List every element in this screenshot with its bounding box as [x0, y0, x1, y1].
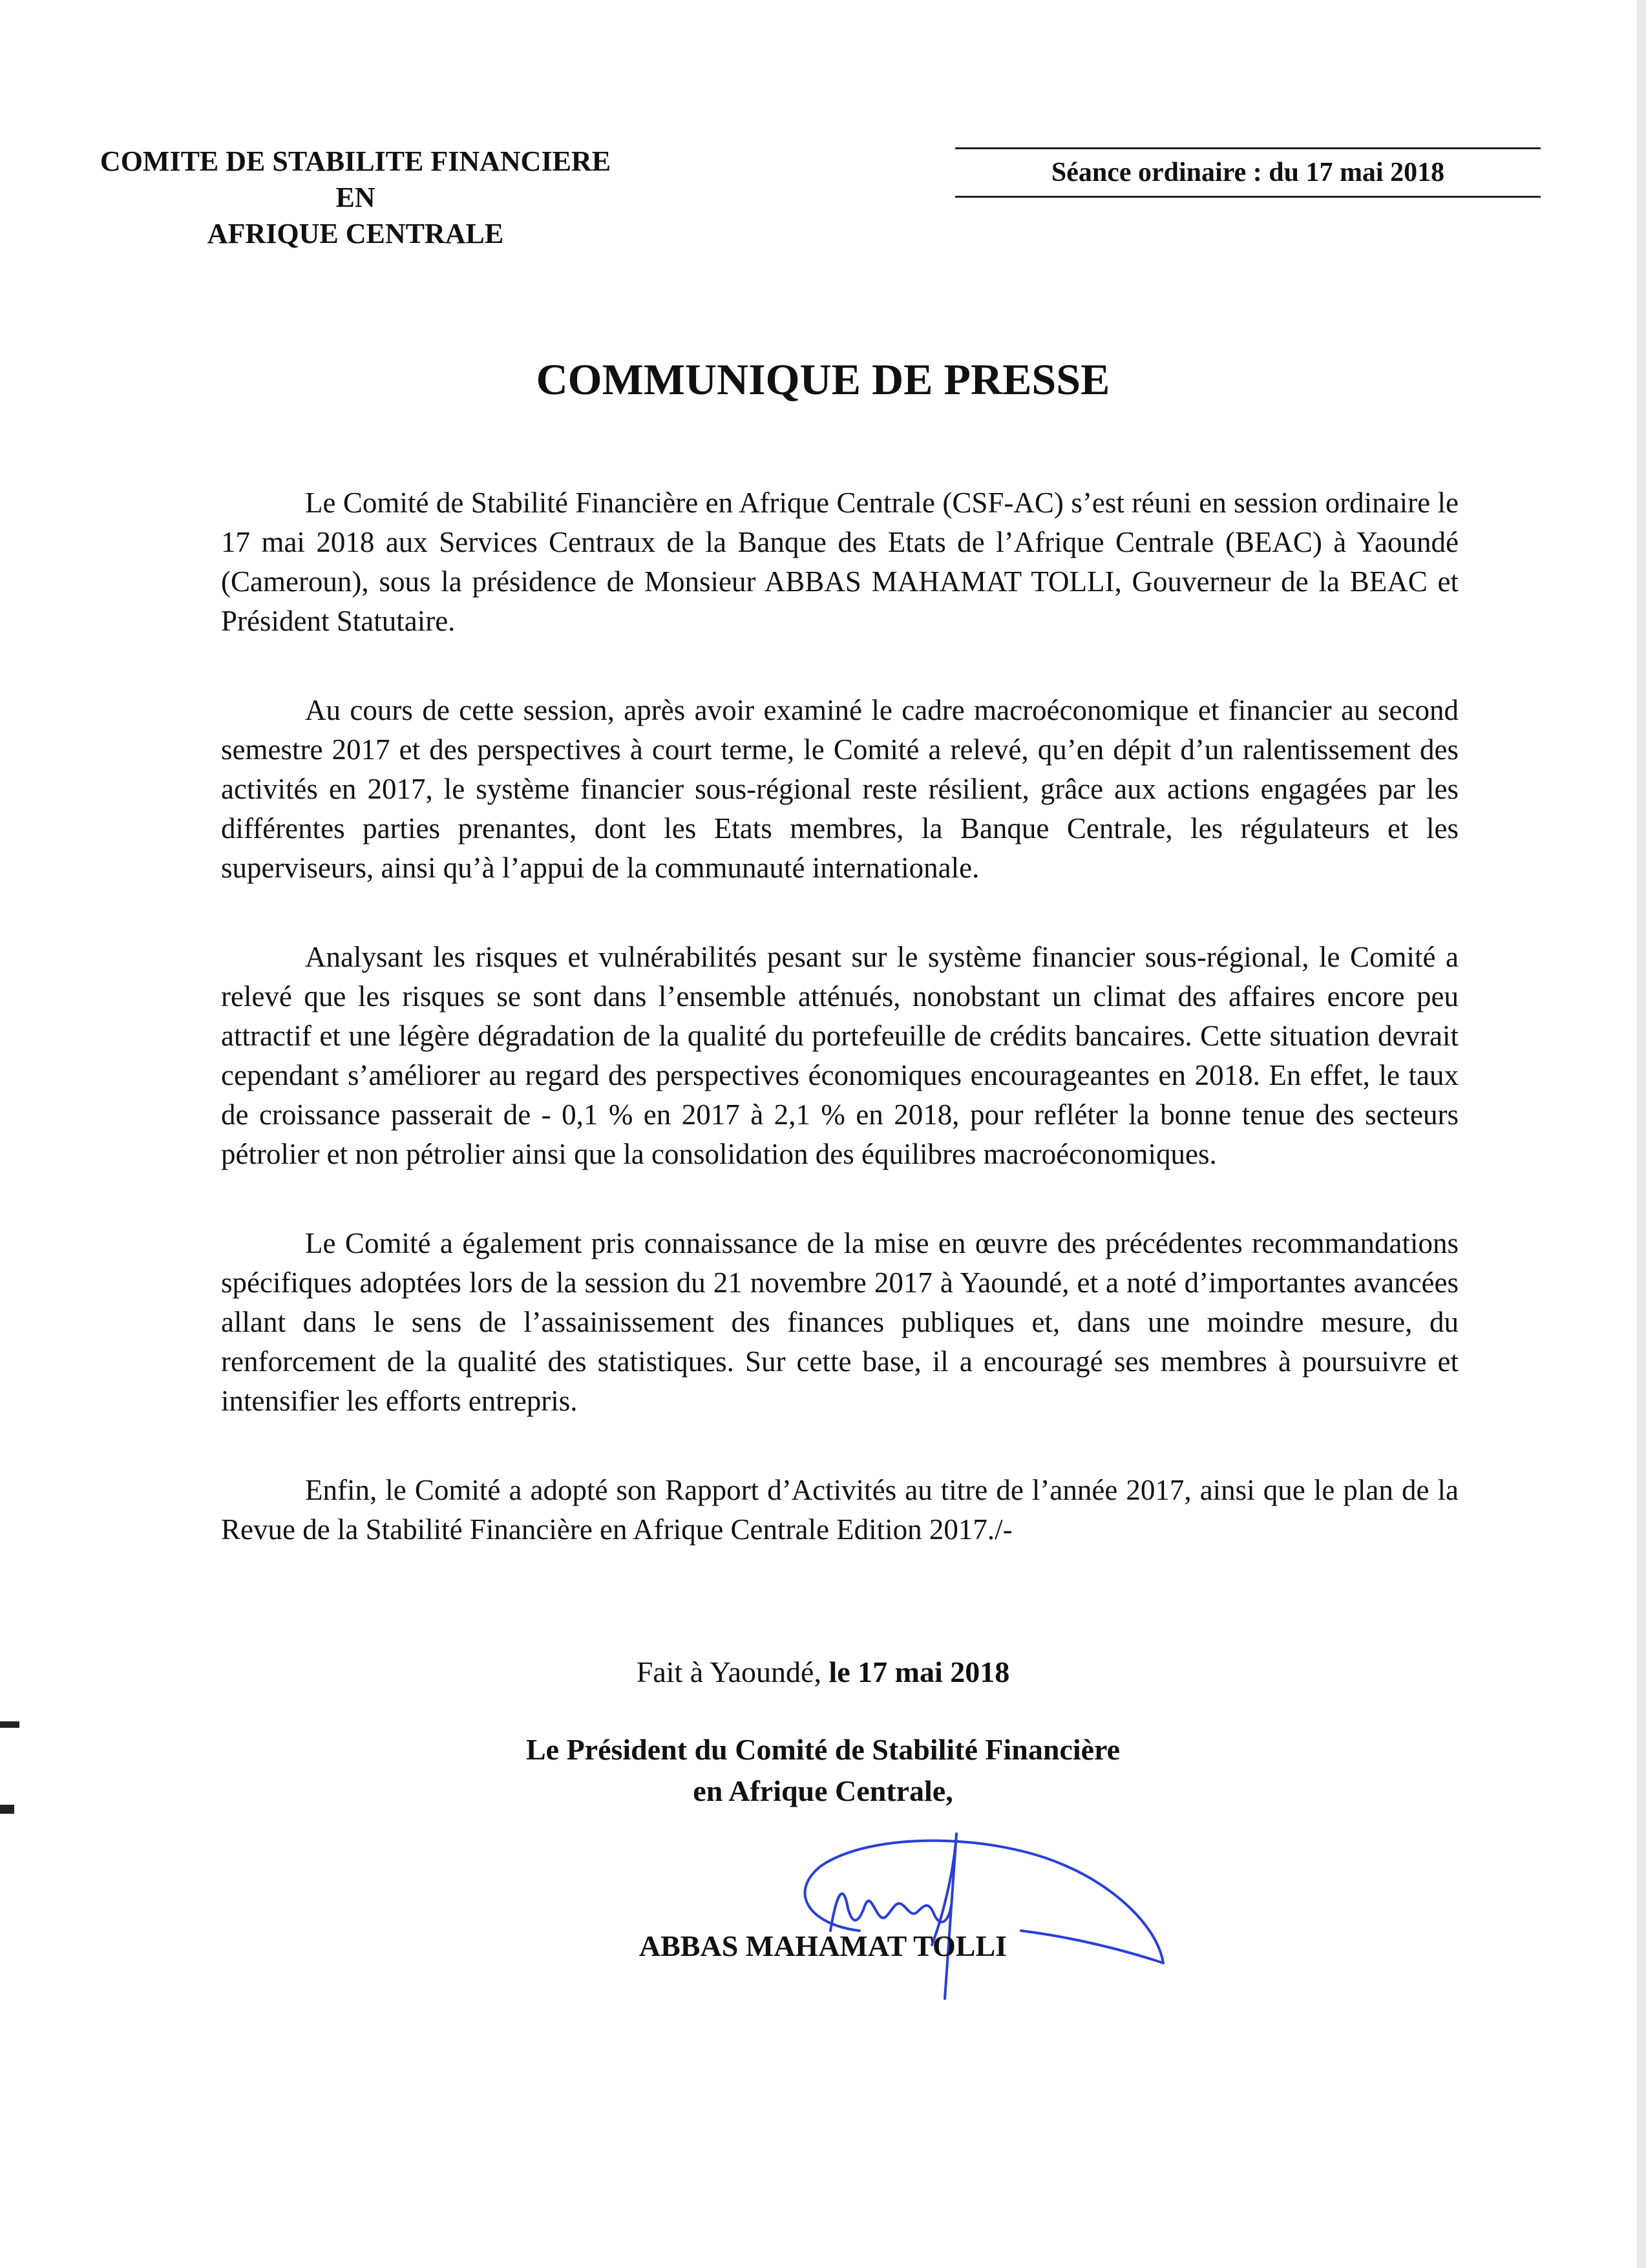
organization-line: AFRIQUE CENTRALE [207, 218, 504, 249]
body-paragraph: Le Comité a également pris connaissance de la mise en œuvre des précédentes recommandations spécifiques adoptées lors de la session du 21 novembre 2017 à Yaoundé, et a noté d’importantes avancées allant dans le sens de l’assainissement des finances publiques et, dans une moindre mesure, du renforcement de la qualité des statistiques. Sur cette base, il a encouragé ses membres à poursuivre et intensifier les efforts entrepris. [221, 1227, 1459, 1417]
organization-line: EN [335, 182, 375, 213]
body-paragraph: Enfin, le Comité a adopté son Rapport d’Activités au titre de l’année 2017, ainsi que le plan de la Revue de la Stabilité Financière en Afrique Centrale Edition 2017./- [221, 1474, 1459, 1546]
press-release-body [221, 483, 1459, 1599]
president-title-line: en Afrique Centrale, [693, 1774, 953, 1807]
signatory-name: ABBAS MAHAMAT TOLLI [638, 1929, 1008, 1962]
president-title-line: Le Président du Comité de Stabilité Financière [525, 1733, 1121, 1766]
place-and-date [0, 1653, 1646, 1692]
place-text: Fait à Yaoundé, [636, 1655, 821, 1688]
document-title: COMMUNIQUE DE PRESSE [536, 355, 1110, 404]
signature-strokes [805, 1834, 1163, 1999]
body-paragraph: Au cours de cette session, après avoir examiné le cadre macroéconomique et financier au second semestre 2017 et des perspectives à court terme, le Comité a relevé, qu’en dépit d’un ralentissement des activités en 2017, le système financier sous-régional reste résilient, grâce aux actions engagées par les différentes parties prenantes, dont les Etats membres, la Banque Centrale, les régulateurs et les superviseurs, ainsi qu’à l’appui de la communauté internationale. [221, 694, 1459, 884]
scan-artifact-mark [0, 1721, 19, 1728]
session-label: Séance ordinaire : du 17 mai 2018 [955, 147, 1541, 198]
handwritten-signature [763, 1795, 1189, 2002]
body-paragraph: Analysant les risques et vulnérabilités pesant sur le système financier sous-régional, le Comité a relevé que les risques se sont dans l’ensemble atténués, nonobstant un climat des affaires encore peu attractif et une légère dégradation de la qualité du portefeuille de crédits bancaires. Cette situation devrait cependant s’améliorer au regard des perspectives économiques encourageantes en 2018. En effet, le taux de croissance passerait de - 0,1 % en 2017 à 2,1 % en 2018, pour refléter la bonne tenue des secteurs pétrolier et non pétrolier ainsi que la consolidation des équilibres macroéconomiques. [221, 941, 1459, 1170]
organization-header [97, 143, 614, 252]
organization-line: COMITE DE STABILITE FINANCIERE [100, 145, 611, 177]
body-paragraph: Le Comité de Stabilité Financière en Afrique Centrale (CSF-AC) s’est réuni en session ordinaire le 17 mai 2018 aux Services Centraux de la Banque des Etats de l’Afrique Centrale (BEAC) à Yaoundé (Cameroun), sous la présidence de Monsieur ABBAS MAHAMAT TOLLI, Gouverneur de la BEAC et Président Statutaire. [221, 487, 1459, 637]
signature-scribble-stroke [830, 1894, 951, 1931]
signing-date: le 17 mai 2018 [828, 1655, 1010, 1688]
